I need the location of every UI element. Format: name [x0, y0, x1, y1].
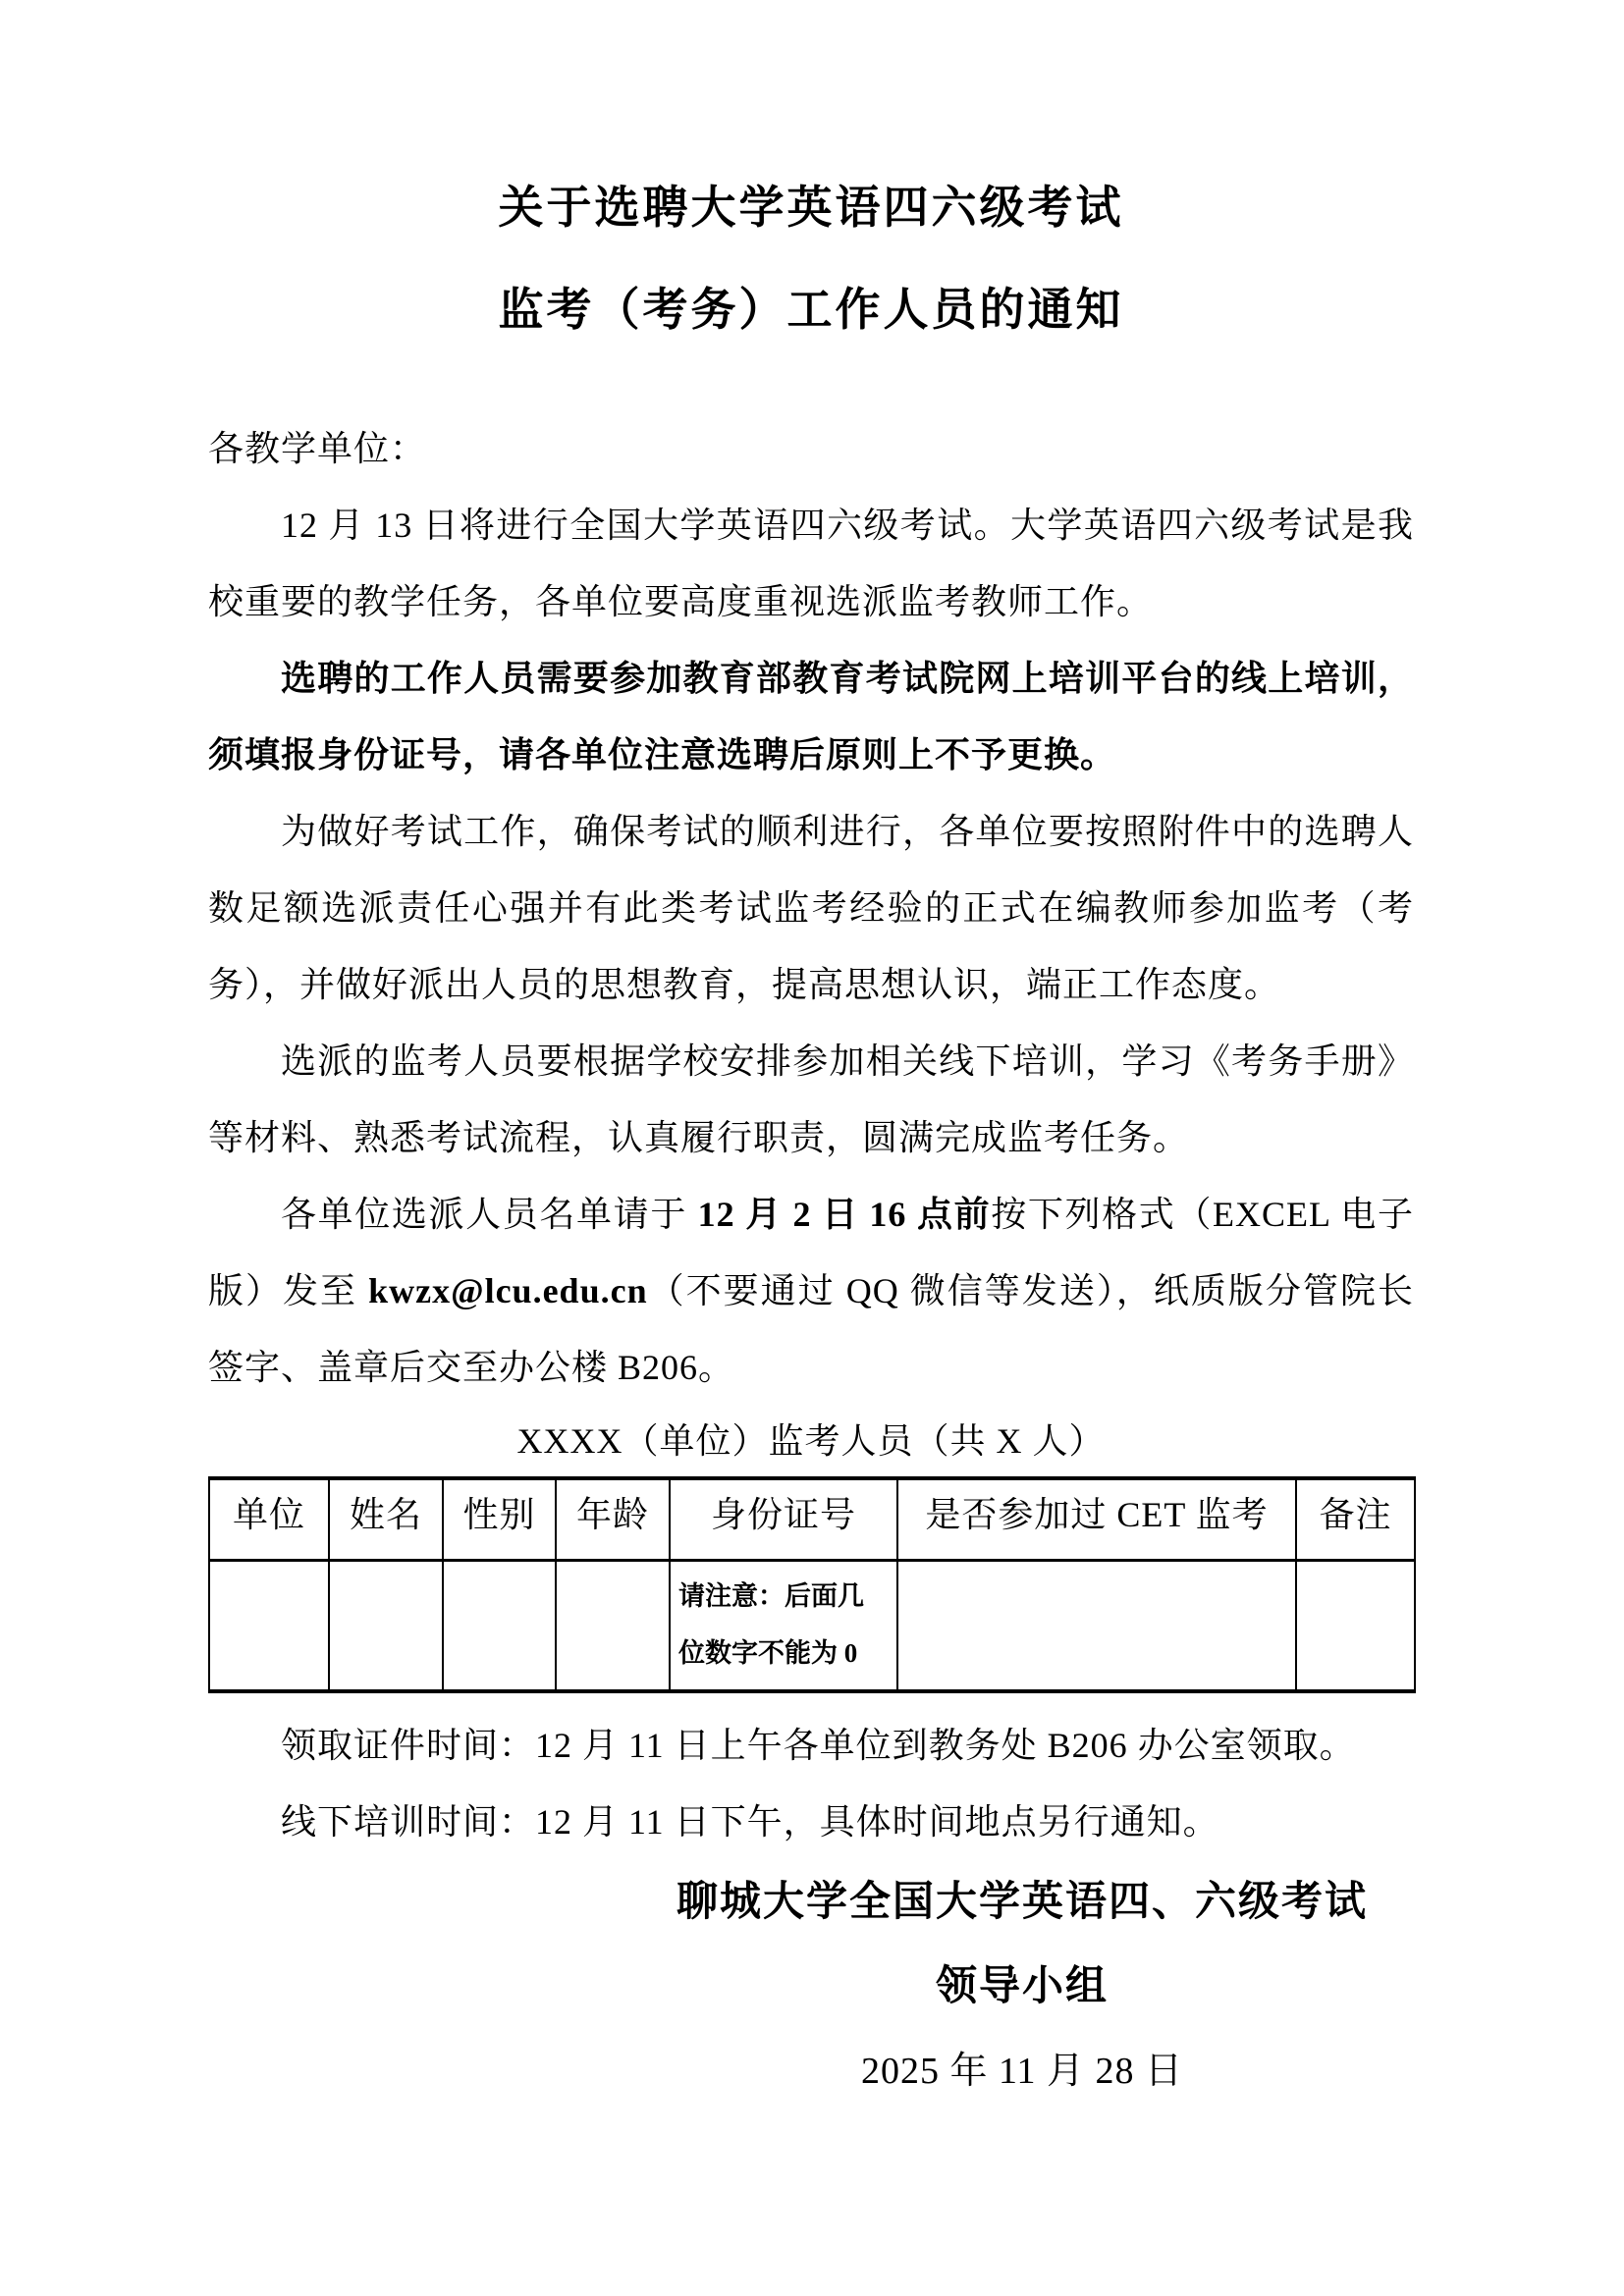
cell-name-empty — [329, 1561, 443, 1692]
header-unit: 单位 — [209, 1478, 329, 1561]
signature-block — [630, 1860, 1414, 2113]
proctor-roster-table — [208, 1476, 1416, 1693]
paragraph-submission — [208, 1176, 1414, 1406]
cell-id-number-note: 请注意：后面几位数字不能为 0 — [670, 1561, 897, 1692]
header-id-number: 身份证号 — [670, 1478, 897, 1561]
header-remarks: 备注 — [1296, 1478, 1415, 1561]
table-row — [209, 1561, 1415, 1692]
cell-unit-empty — [209, 1561, 329, 1692]
paragraph-offline-training: 选派的监考人员要根据学校安排参加相关线下培训，学习《考务手册》等材料、熟悉考试流程，认真履行职责，圆满完成监考任务。 — [208, 1041, 1414, 1157]
cell-remarks-empty — [1296, 1561, 1415, 1692]
table-header-row — [209, 1478, 1415, 1561]
paragraph-selection-requirements: 为做好考试工作，确保考试的顺利进行，各单位要按照附件中的选聘人数足额选派责任心强并有此类考试监考经验的正式在编教师参加监考（考务），并做好派出人员的思想教育，提高思想认识，端正工作态度。 — [208, 812, 1414, 1004]
paragraph-exam-date: 12 月 13 日将进行全国大学英语四六级考试。大学英语四六级考试是我校重要的教学任务，各单位要高度重视选派监考教师工作。 — [208, 506, 1414, 621]
submission-run5: （不要通过 QQ 微信等发送），纸质版分管院长签字、盖章后交至办公楼 B206。 — [208, 1271, 1414, 1387]
header-cet-experience: 是否参加过 CET 监考 — [897, 1478, 1296, 1561]
cell-cet-empty — [897, 1561, 1296, 1692]
document-title — [208, 157, 1414, 361]
signature-date: 2025 年 11 月 28 日 — [860, 2051, 1184, 2092]
table-caption: XXXX（单位）监考人员（共 X 人） — [516, 1421, 1106, 1461]
submission-run1: 各单位选派人员名单请于 — [281, 1195, 698, 1234]
signature-organization-line2: 领导小组 — [935, 1964, 1109, 2009]
document-title-line2: 监考（考务）工作人员的通知 — [498, 285, 1124, 335]
document-body — [208, 410, 1414, 1406]
submission-run3: 按下列格式（EXCEL 电子版）发至 — [208, 1195, 1414, 1310]
paragraph-certificate-pickup: 领取证件时间：12 月 11 日上午各单位到教务处 B206 办公室领取。 — [281, 1726, 1356, 1765]
document-footer — [208, 1707, 1414, 2113]
header-age: 年龄 — [556, 1478, 670, 1561]
submission-email-bold: kwzx@lcu.edu.cn — [368, 1271, 648, 1310]
cell-gender-empty — [443, 1561, 556, 1692]
paragraph-online-training-bold: 选聘的工作人员需要参加教育部教育考试院网上培训平台的线上培训，须填报身份证号，请各单位注意选聘后原则上不予更换。 — [208, 659, 1414, 774]
signature-organization-line1: 聊城大学全国大学英语四、六级考试 — [676, 1880, 1368, 1925]
document-title-line1: 关于选聘大学英语四六级考试 — [498, 183, 1124, 233]
submission-deadline-bold: 12 月 2 日 16 点前 — [697, 1195, 992, 1234]
header-gender: 性别 — [443, 1478, 556, 1561]
salutation: 各教学单位： — [208, 429, 427, 468]
header-name: 姓名 — [329, 1478, 443, 1561]
cell-age-empty — [556, 1561, 670, 1692]
paragraph-offline-training-time: 线下培训时间：12 月 11 日下午，具体时间地点另行通知。 — [281, 1802, 1219, 1842]
